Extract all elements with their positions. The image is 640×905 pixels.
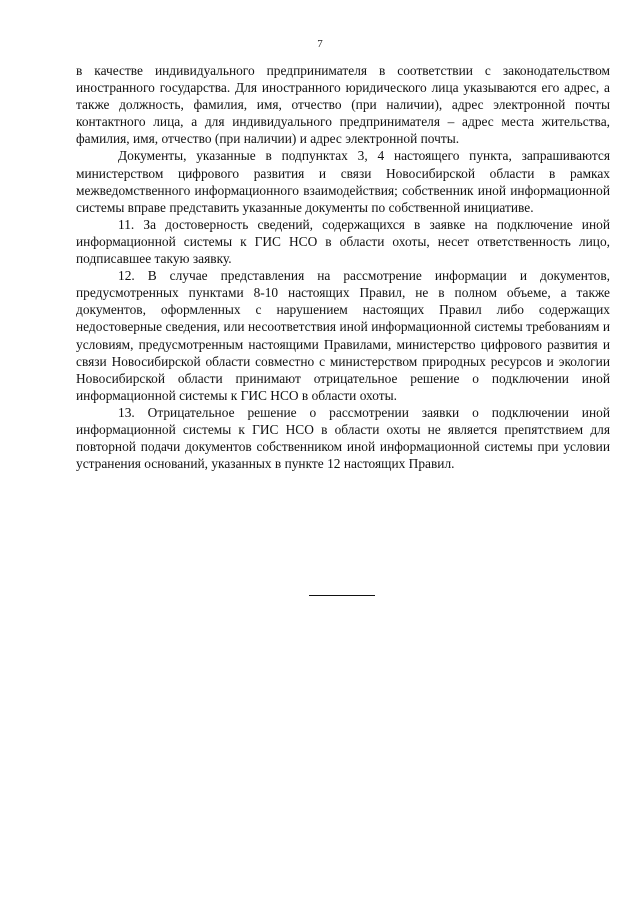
document-body bbox=[76, 62, 610, 472]
paragraph-continuation: в качестве индивидуального предпринимателя в соответствии с законодательством иностранного государства. Для иностранного юридического лица указываются его адрес, а также должность, фамилия, имя, отчество (при наличии), адрес электронной почты контактного лица, а для индивидуального предпринимателя – адрес места жительства, фамилия, имя, отчество (при наличии) и адрес электронной почты. bbox=[76, 63, 610, 147]
paragraph-item-12: 12. В случае представления на рассмотрение информации и документов, предусмотренных пунктами 8-10 настоящих Правил, не в полном объеме, а также документов, оформленных с нарушением настоящих Правил либо содержащих недостоверные сведения, или несоответствия иной информационной системы требованиям и условиям, предусмотренным настоящими Правилами, министерство цифрового развития и связи Новосибирской области совместно с министерством природных ресурсов и экологии Новосибирской области принимают отрицательное решение о подключении иной информационной системы к ГИС НСО в области охоты. bbox=[76, 268, 610, 403]
end-rule-divider bbox=[309, 595, 375, 596]
paragraph-item-11: 11. За достоверность сведений, содержащихся в заявке на подключение иной информационной системы к ГИС НСО в области охоты, несет ответственность лицо, подписавшее такую заявку. bbox=[76, 216, 610, 267]
paragraph-documents-request: Документы, указанные в подпунктах 3, 4 настоящего пункта, запрашиваются министерством цифрового развития и связи Новосибирской области в рамках межведомственного информационного взаимодействия; собственник иной информационной системы вправе представить указанные документы по собственной инициативе. bbox=[76, 148, 610, 215]
paragraph-item-13: 13. Отрицательное решение о рассмотрении заявки о подключении иной информационной системы к ГИС НСО в области охоты не является препятствием для повторной подачи документов собственником иной информационной системы при условии устранения оснований, указанных в пункте 12 настоящих Правил. bbox=[76, 404, 610, 472]
page-number: 7 bbox=[317, 38, 323, 50]
